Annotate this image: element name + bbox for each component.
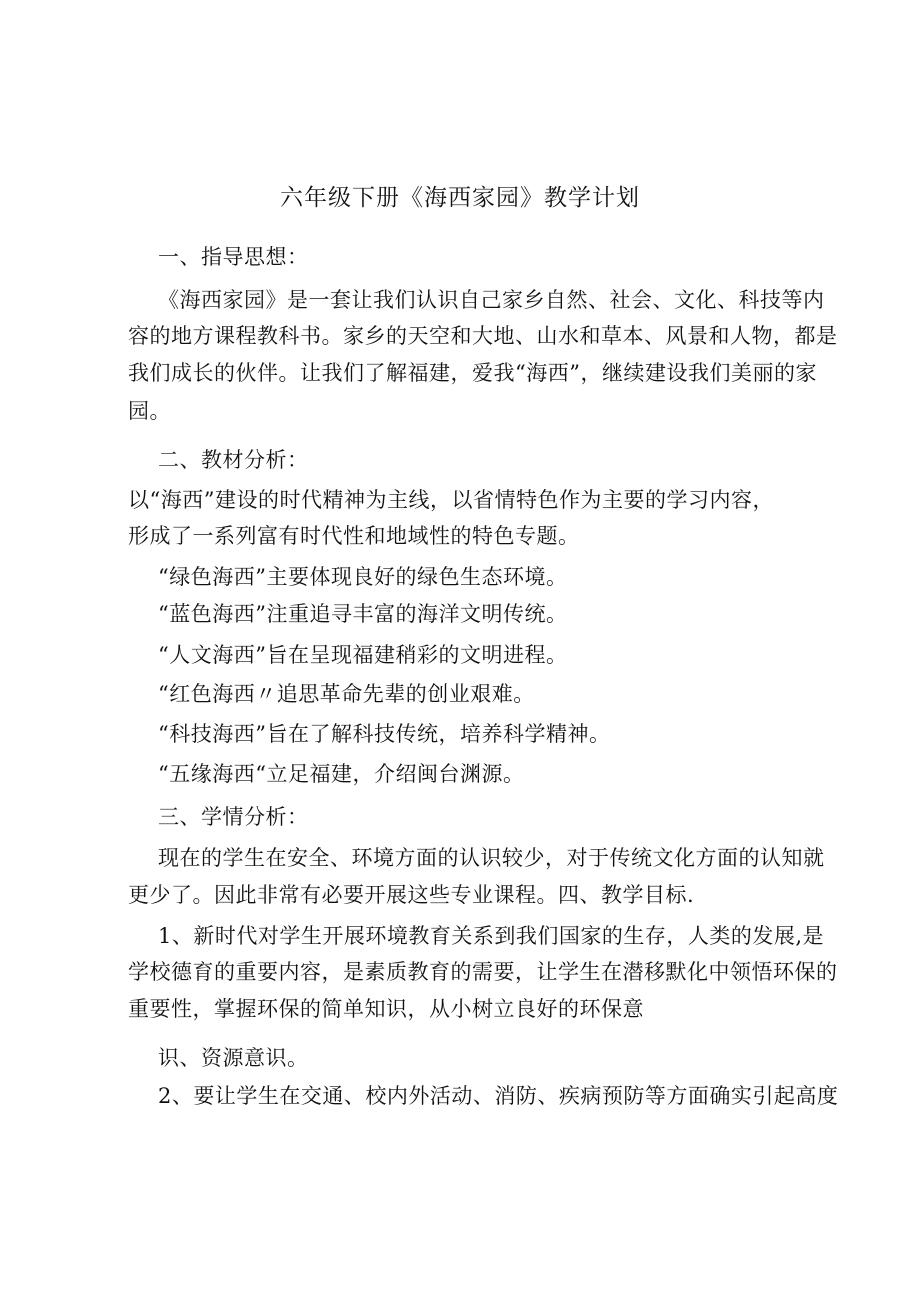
topic-line: “红色海西〃追思革命先辈的创业艰难。 — [158, 682, 535, 706]
section-heading-guiding-ideology: 一、指导思想： — [158, 245, 309, 269]
paragraph-line: 学校德育的重要内容，是素质教育的需要，让学生在潜移默化中领悟环保的 — [128, 960, 838, 984]
topic-line: “科技海西”旨在了解科技传统，培养科学精神。 — [158, 722, 611, 746]
paragraph-line: 以“海西”建设的时代精神为主线，以省情特色作为主要的学习内容， — [128, 488, 774, 512]
paragraph-line: 容的地方课程教科书。家乡的天空和大地、山水和草本、风景和人物，都是 — [128, 324, 838, 348]
topic-line: “蓝色海西”注重追寻丰富的海洋文明传统。 — [158, 602, 568, 626]
paragraph-line: 重要性，掌握环保的简单知识，从小树立良好的环保意 — [128, 997, 644, 1021]
paragraph-line: 识、资源意识。 — [158, 1046, 309, 1070]
paragraph-line: 现在的学生在安全、环境方面的认识较少，对于传统文化方面的认知就 — [158, 846, 825, 870]
page-title: 六年级下册《海西家园》教学计划 — [280, 185, 640, 211]
topic-line: “五缘海西“立足福建，介绍闽台渊源。 — [158, 762, 525, 786]
paragraph-line: 2、要让学生在交通、校内外活动、消防、疾病预防等方面确实引起高度 — [158, 1084, 839, 1108]
paragraph-line: 更少了。因此非常有必要开展这些专业课程。四、教学目标. — [128, 883, 695, 907]
paragraph-line: 园。 — [128, 399, 171, 423]
section-heading-material-analysis: 二、教材分析： — [158, 448, 309, 472]
section-heading-student-analysis: 三、学情分析： — [158, 805, 309, 829]
paragraph-line: 形成了一系列富有时代性和地域性的特色专题。 — [128, 524, 580, 548]
paragraph-line: 我们成长的伙伴。让我们了解福建，爱我“海西”，继续建设我们美丽的家 — [128, 361, 817, 385]
topic-line: “人文海西”旨在呈现福建稍彩的文明进程。 — [158, 643, 568, 667]
paragraph-line: 1、新时代对学生开展环境教育关系到我们国家的生存，人类的发展,是 — [158, 924, 825, 948]
topic-line: “绿色海西”主要体现良好的绿色生态环境。 — [158, 565, 568, 589]
paragraph-line: 《海西家园》是一套让我们认识自己家乡自然、社会、文化、科技等内 — [158, 288, 825, 312]
